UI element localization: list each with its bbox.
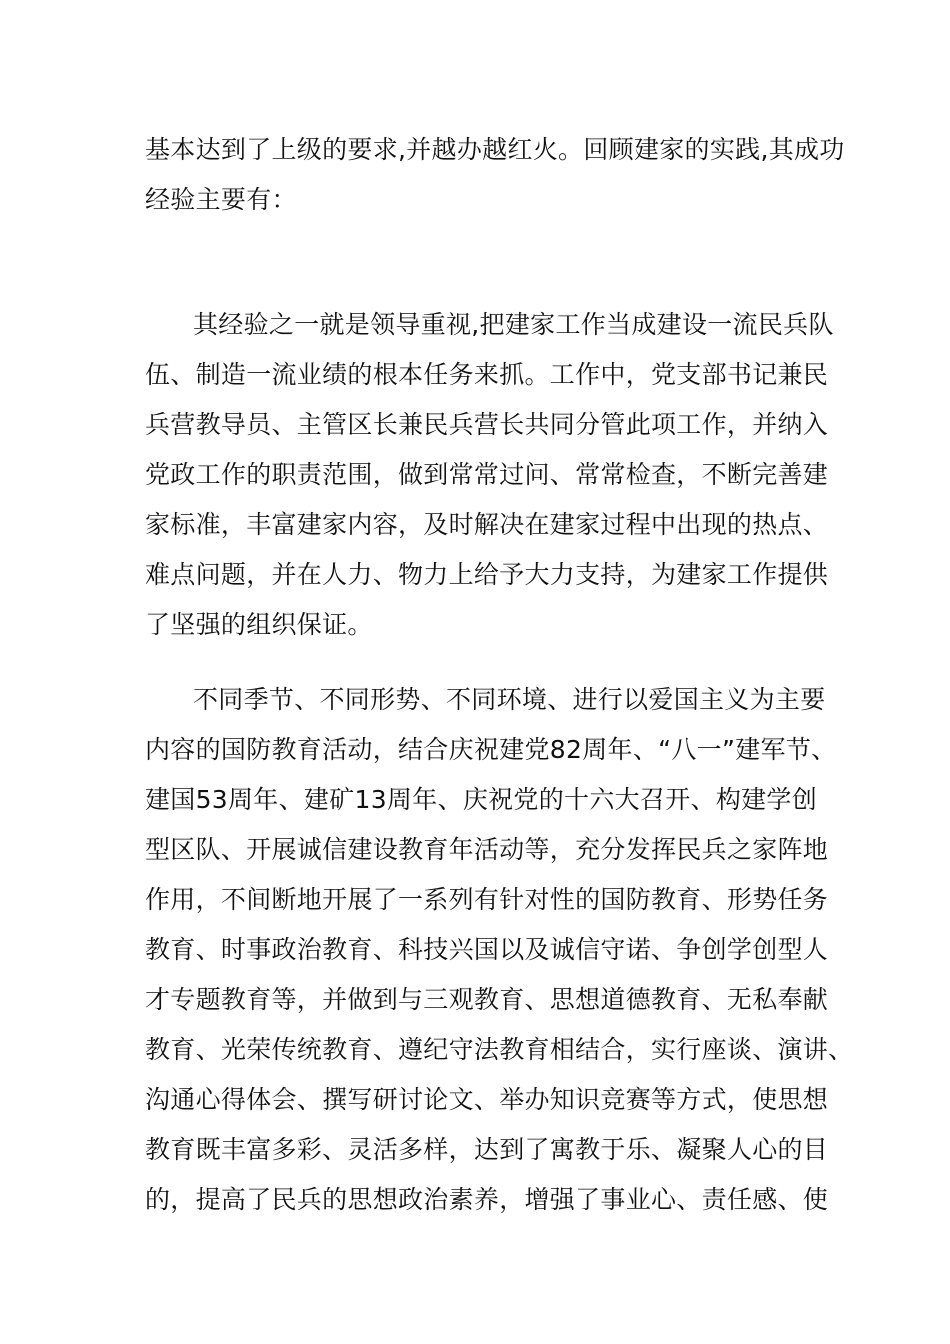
text-line: 作用，不间断地开展了一系列有针对性的国防教育、形势任务 <box>145 885 829 914</box>
text-line: 家标准，丰富建家内容，及时解决在建家过程中出现的热点、 <box>145 510 829 539</box>
text-line: 党政工作的职责范围，做到常常过问、常常检查，不断完善建 <box>145 460 829 489</box>
text-line: 才专题教育等，并做到与三观教育、思想道德教育、无私奉献 <box>145 985 829 1014</box>
text-line: 沟通心得体会、撰写研讨论文、举办知识竞赛等方式，使思想 <box>145 1085 829 1114</box>
text-line: 伍、制造一流业绩的根本任务来抓。工作中，党支部书记兼民 <box>145 360 829 389</box>
text-line: 基本达到了上级的要求,并越办越红火。回顾建家的实践,其成功 <box>145 135 845 164</box>
text-line: 内容的国防教育活动，结合庆祝建党82周年、“八一”建军节、 <box>145 735 837 764</box>
text-line: 教育既丰富多彩、灵活多样，达到了寓教于乐、凝聚人心的目 <box>145 1135 829 1164</box>
text-line: 兵营教导员、主管区长兼民兵营长共同分管此项工作，并纳入 <box>145 410 829 439</box>
text-line: 的，提高了民兵的思想政治素养，增强了事业心、责任感、使 <box>145 1185 829 1214</box>
text-line: 型区队、开展诚信建设教育年活动等，充分发挥民兵之家阵地 <box>145 835 829 864</box>
text-line: 难点问题，并在人力、物力上给予大力支持，为建家工作提供 <box>145 560 829 589</box>
text-line: 建国53周年、建矿13周年、庆祝党的十六大召开、构建学创 <box>145 785 818 814</box>
text-line: 了坚强的组织保证。 <box>145 610 373 639</box>
text-line: 教育、光荣传统教育、遵纪守法教育相结合，实行座谈、演讲、 <box>145 1035 854 1064</box>
text-line: 教育、时事政治教育、科技兴国以及诚信守诺、争创学创型人 <box>145 935 829 964</box>
text-line: 经验主要有： <box>145 185 297 214</box>
text-line: 其经验之一就是领导重视,把建家工作当成建设一流民兵队 <box>193 310 834 339</box>
text-line: 不同季节、不同形势、不同环境、进行以爱国主义为主要 <box>193 685 826 714</box>
